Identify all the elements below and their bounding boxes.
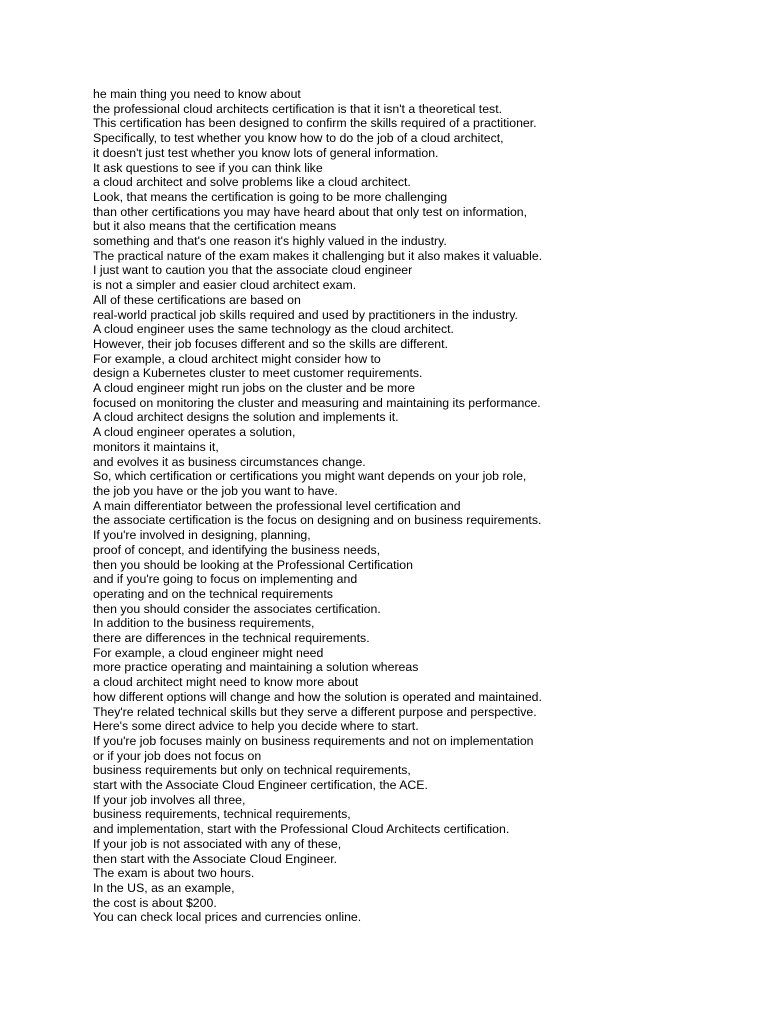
text-line: operating and on the technical requirements [93, 586, 333, 601]
text-line: If you're involved in designing, planning, [93, 528, 311, 543]
text-line: but it also means that the certification means [93, 219, 337, 234]
text-line: how different options will change and how the solution is operated and maintained. [93, 689, 542, 704]
text-line: It ask questions to see if you can think like [93, 160, 323, 175]
text-line: it doesn't just test whether you know lots of general information. [93, 145, 439, 160]
text-line: monitors it maintains it, [93, 439, 219, 454]
text-line: design a Kubernetes cluster to meet customer requirements. [93, 366, 423, 381]
text-line: A cloud engineer might run jobs on the cluster and be more [93, 381, 415, 396]
text-line: business requirements, technical requirements, [93, 807, 351, 822]
text-line: Look, that means the certification is going to be more challenging [93, 189, 448, 204]
text-line: and evolves it as business circumstances change. [93, 454, 366, 469]
text-line: If your job involves all three, [93, 792, 246, 807]
text-line: A main differentiator between the professional level certification and [93, 498, 461, 513]
text-line: more practice operating and maintaining a solution whereas [93, 660, 419, 675]
text-line: Here's some direct advice to help you decide where to start. [93, 719, 419, 734]
text-line: Specifically, to test whether you know how to do the job of a cloud architect, [93, 131, 504, 146]
text-line: A cloud engineer operates a solution, [93, 425, 296, 440]
text-line: real-world practical job skills required and used by practitioners in the industry. [93, 307, 518, 322]
text-line: he main thing you need to know about [93, 87, 301, 101]
text-line: than other certifications you may have heard about that only test on information, [93, 204, 528, 219]
text-line: then you should be looking at the Professional Certification [93, 557, 413, 572]
text-line: the cost is about $200. [93, 895, 217, 910]
text-line: a cloud architect and solve problems like a cloud architect. [93, 175, 411, 190]
text-line: The exam is about two hours. [93, 866, 255, 881]
text-line: The practical nature of the exam makes it challenging but it also makes it valuable. [93, 248, 543, 263]
text-line: proof of concept, and identifying the business needs, [93, 542, 381, 557]
text-line: there are differences in the technical requirements. [93, 631, 370, 646]
text-line: In the US, as an example, [93, 880, 235, 895]
text-line: I just want to caution you that the associate cloud engineer [93, 263, 413, 278]
text-line: and if you're going to focus on implementing and [93, 572, 358, 587]
document-body [93, 87, 753, 925]
text-line: This certification has been designed to confirm the skills required of a practitioner. [93, 116, 537, 131]
text-line: the job you have or the job you want to have. [93, 483, 338, 498]
text-line: If your job is not associated with any of these, [93, 836, 342, 851]
text-line: is not a simpler and easier cloud architect exam. [93, 278, 357, 293]
text-line: start with the Associate Cloud Engineer certification, the ACE. [93, 778, 428, 793]
text-line: something and that's one reason it's highly valued in the industry. [93, 234, 447, 249]
text-line: the professional cloud architects certification is that it isn't a theoretical test. [93, 101, 503, 116]
text-line: the associate certification is the focus on designing and on business requirements. [93, 513, 542, 528]
text-line: A cloud architect designs the solution and implements it. [93, 410, 399, 425]
text-line: They're related technical skills but they serve a different purpose and perspective. [93, 704, 537, 719]
text-line: A cloud engineer uses the same technology as the cloud architect. [93, 322, 454, 337]
text-line: For example, a cloud architect might consider how to [93, 351, 381, 366]
text-line: then start with the Associate Cloud Engineer. [93, 851, 338, 866]
text-line: a cloud architect might need to know more about [93, 675, 359, 690]
text-line: So, which certification or certifications you might want depends on your job role, [93, 469, 527, 484]
text-line: In addition to the business requirements, [93, 616, 315, 631]
text-line: If you're job focuses mainly on business requirements and not on implementation [93, 733, 534, 748]
text-line: and implementation, start with the Professional Cloud Architects certification. [93, 822, 510, 837]
text-line: However, their job focuses different and so the skills are different. [93, 336, 448, 351]
text-line: For example, a cloud engineer might need [93, 645, 324, 660]
text-line: business requirements but only on technical requirements, [93, 763, 411, 778]
text-line: You can check local prices and currencies online. [93, 910, 362, 925]
text-line: then you should consider the associates certification. [93, 601, 381, 616]
text-line: or if your job does not focus on [93, 748, 262, 763]
text-line: focused on monitoring the cluster and measuring and maintaining its performance. [93, 395, 541, 410]
text-line: All of these certifications are based on [93, 292, 301, 307]
